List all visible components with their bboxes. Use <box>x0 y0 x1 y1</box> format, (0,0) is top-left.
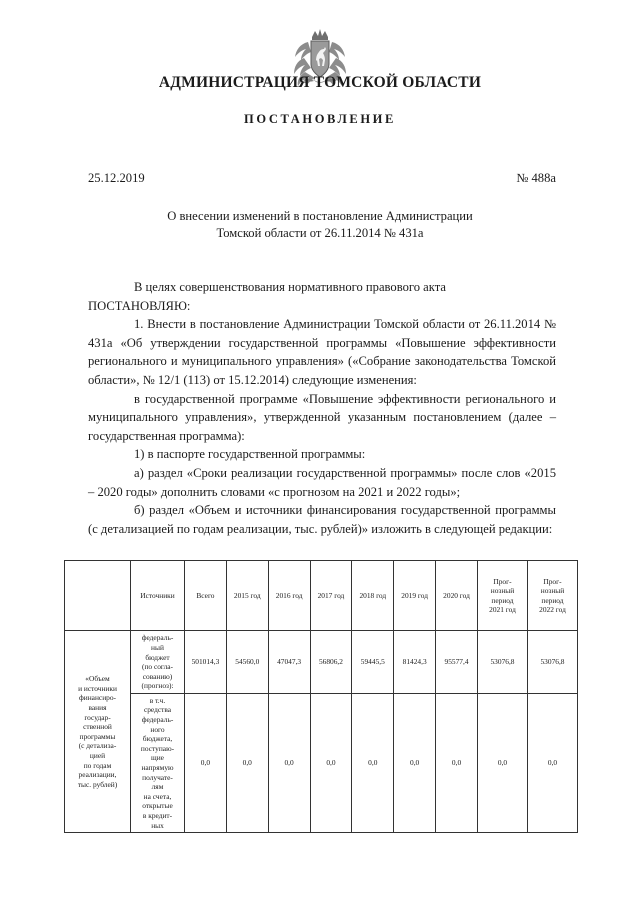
table-cell-value: 501014,3 <box>185 631 227 694</box>
table-cell-value: 0,0 <box>478 693 528 832</box>
paragraph-purpose: В целях совершенствования нормативного правового акта <box>134 280 446 294</box>
s2-3: ного <box>150 724 165 734</box>
lm-5: ственной <box>83 722 112 732</box>
row-label-main <box>65 631 131 833</box>
s1-3: (по согла- <box>141 662 174 672</box>
financing-table <box>64 560 578 833</box>
document-subject <box>120 208 520 242</box>
row-source-label <box>131 693 185 832</box>
table-cell-value: 0,0 <box>268 693 310 832</box>
s2-11: открытые <box>142 801 173 811</box>
document-body <box>88 278 556 538</box>
s2-8: получате- <box>142 772 173 782</box>
lm-0: «Объем <box>85 674 110 684</box>
financing-table-container <box>64 560 578 833</box>
s2-6: щие <box>151 753 164 763</box>
table-body <box>65 631 578 833</box>
s1-1: ный <box>151 642 164 652</box>
s1-4: сованию) <box>142 671 173 681</box>
table-cell-value: 56806,2 <box>310 631 352 694</box>
fc21-l3: период <box>491 595 514 605</box>
fc21-l2: нозный <box>490 586 515 596</box>
subject-line-1: О внесении изменений в постановление Администрации <box>167 209 473 223</box>
table-header-cell-2015: 2015 год <box>226 561 268 631</box>
table-header-cell-forecast-2022 <box>528 561 578 631</box>
table-cell-value: 0,0 <box>528 693 578 832</box>
paragraph-item-1: 1. Внести в постановление Администрации Томской области от 26.11.2014 № 431а «Об утверждении государственной программы «Повышение эффективности регионального и муниципального управления» («Собрание законодательства Томской области», № 12/1 (113) от 15.12.2014) следующие изменения: <box>88 317 556 387</box>
paragraph-item-1-1-a: а) раздел «Сроки реализации государственной программы» после слов «2015 – 2020 годы» дополнить словами «с прогнозом на 2021 и 2022 годы»; <box>88 465 556 499</box>
paragraph-item-1-1-b: б) раздел «Объем и источники финансирования государственной программы (с детализацией по годам реализации, тыс. рублей)» изложить в следующей редакции: <box>88 503 556 536</box>
subject-line-2: Томской области от 26.11.2014 № 431а <box>216 226 424 240</box>
fc22-l4: 2022 год <box>539 605 566 615</box>
lm-10: реализации, <box>78 770 117 780</box>
lm-6: программы <box>79 731 116 741</box>
lm-11: тыс. рублей) <box>77 779 118 789</box>
fc21-l1: Прог- <box>493 576 512 586</box>
s1-5: (прогноз): <box>141 681 174 691</box>
document-type-heading: ПОСТАНОВЛЕНИЕ <box>244 112 396 126</box>
s2-4: бюджета, <box>142 734 173 744</box>
table-header-cell-total: Всего <box>185 561 227 631</box>
s2-10: на счета, <box>143 791 172 801</box>
table-cell-value: 0,0 <box>185 693 227 832</box>
s2-2: федераль- <box>141 715 174 725</box>
document-date: 25.12.2019 <box>88 171 145 185</box>
table-header-cell-forecast-2021 <box>478 561 528 631</box>
table-cell-value: 0,0 <box>310 693 352 832</box>
table-header-cell-2020: 2020 год <box>436 561 478 631</box>
table-cell-value: 53076,8 <box>528 631 578 694</box>
s2-12: в кредит- <box>142 811 173 820</box>
s2-5: поступаю- <box>140 743 175 753</box>
page-title: АДМИНИСТРАЦИЯ ТОМСКОЙ ОБЛАСТИ <box>158 74 482 91</box>
table-cell-value: 54560,0 <box>226 631 268 694</box>
fc22-l1: Прог- <box>543 576 562 586</box>
paragraph-decree-word: ПОСТАНОВЛЯЮ: <box>88 298 191 313</box>
emblem-container <box>0 0 640 66</box>
s1-2: бюджет <box>145 652 170 662</box>
s2-7: напрямую <box>141 763 174 773</box>
fc21-l4: 2021 год <box>489 605 516 615</box>
lm-4: государ- <box>84 712 111 722</box>
table-cell-value: 53076,8 <box>478 631 528 694</box>
s2-0: в т.ч. <box>149 695 166 705</box>
table-header-cell-2018: 2018 год <box>352 561 394 631</box>
table-cell-value: 95577,4 <box>436 631 478 694</box>
table-cell-value: 47047,3 <box>268 631 310 694</box>
row-source-label <box>131 631 185 694</box>
fc22-l2: нозный <box>540 586 565 596</box>
table-row <box>65 631 578 694</box>
s2-13: ных <box>151 820 164 830</box>
lm-9: по годам <box>83 760 112 770</box>
s1-0: федераль- <box>141 633 174 643</box>
lm-8: цией <box>89 750 106 760</box>
s2-9: лям <box>151 782 164 792</box>
table-head <box>65 561 578 631</box>
table-header-cell-sources: Источники <box>131 561 185 631</box>
table-row <box>65 693 578 832</box>
table-cell-value: 0,0 <box>352 693 394 832</box>
table-cell-value: 0,0 <box>436 693 478 832</box>
lm-3: вания <box>88 702 107 712</box>
lm-2: финансиро- <box>78 693 117 703</box>
s2-1: средства <box>143 705 172 715</box>
lm-1: и источники <box>78 683 117 693</box>
document-number: № 488а <box>516 171 556 185</box>
paragraph-item-1-1: 1) в паспорте государственной программы: <box>134 447 366 462</box>
table-header-cell-2019: 2019 год <box>394 561 436 631</box>
fc22-l3: период <box>541 595 564 605</box>
table-cell-value: 81424,3 <box>394 631 436 694</box>
table-header-cell-label <box>65 561 131 631</box>
table-cell-value: 59445,5 <box>352 631 394 694</box>
table-header-cell-2016: 2016 год <box>268 561 310 631</box>
table-cell-value: 0,0 <box>226 693 268 832</box>
table-header-cell-2017: 2017 год <box>310 561 352 631</box>
paragraph-item-1-intro: в государственной программе «Повышение эффективности регионального и муниципального управления», утвержденной указанным постановлением (далее – государственная программа): <box>88 391 556 443</box>
lm-7: (с детализа- <box>78 741 117 751</box>
table-header-row <box>65 561 578 631</box>
document-meta-row <box>88 171 556 186</box>
table-cell-value: 0,0 <box>394 693 436 832</box>
